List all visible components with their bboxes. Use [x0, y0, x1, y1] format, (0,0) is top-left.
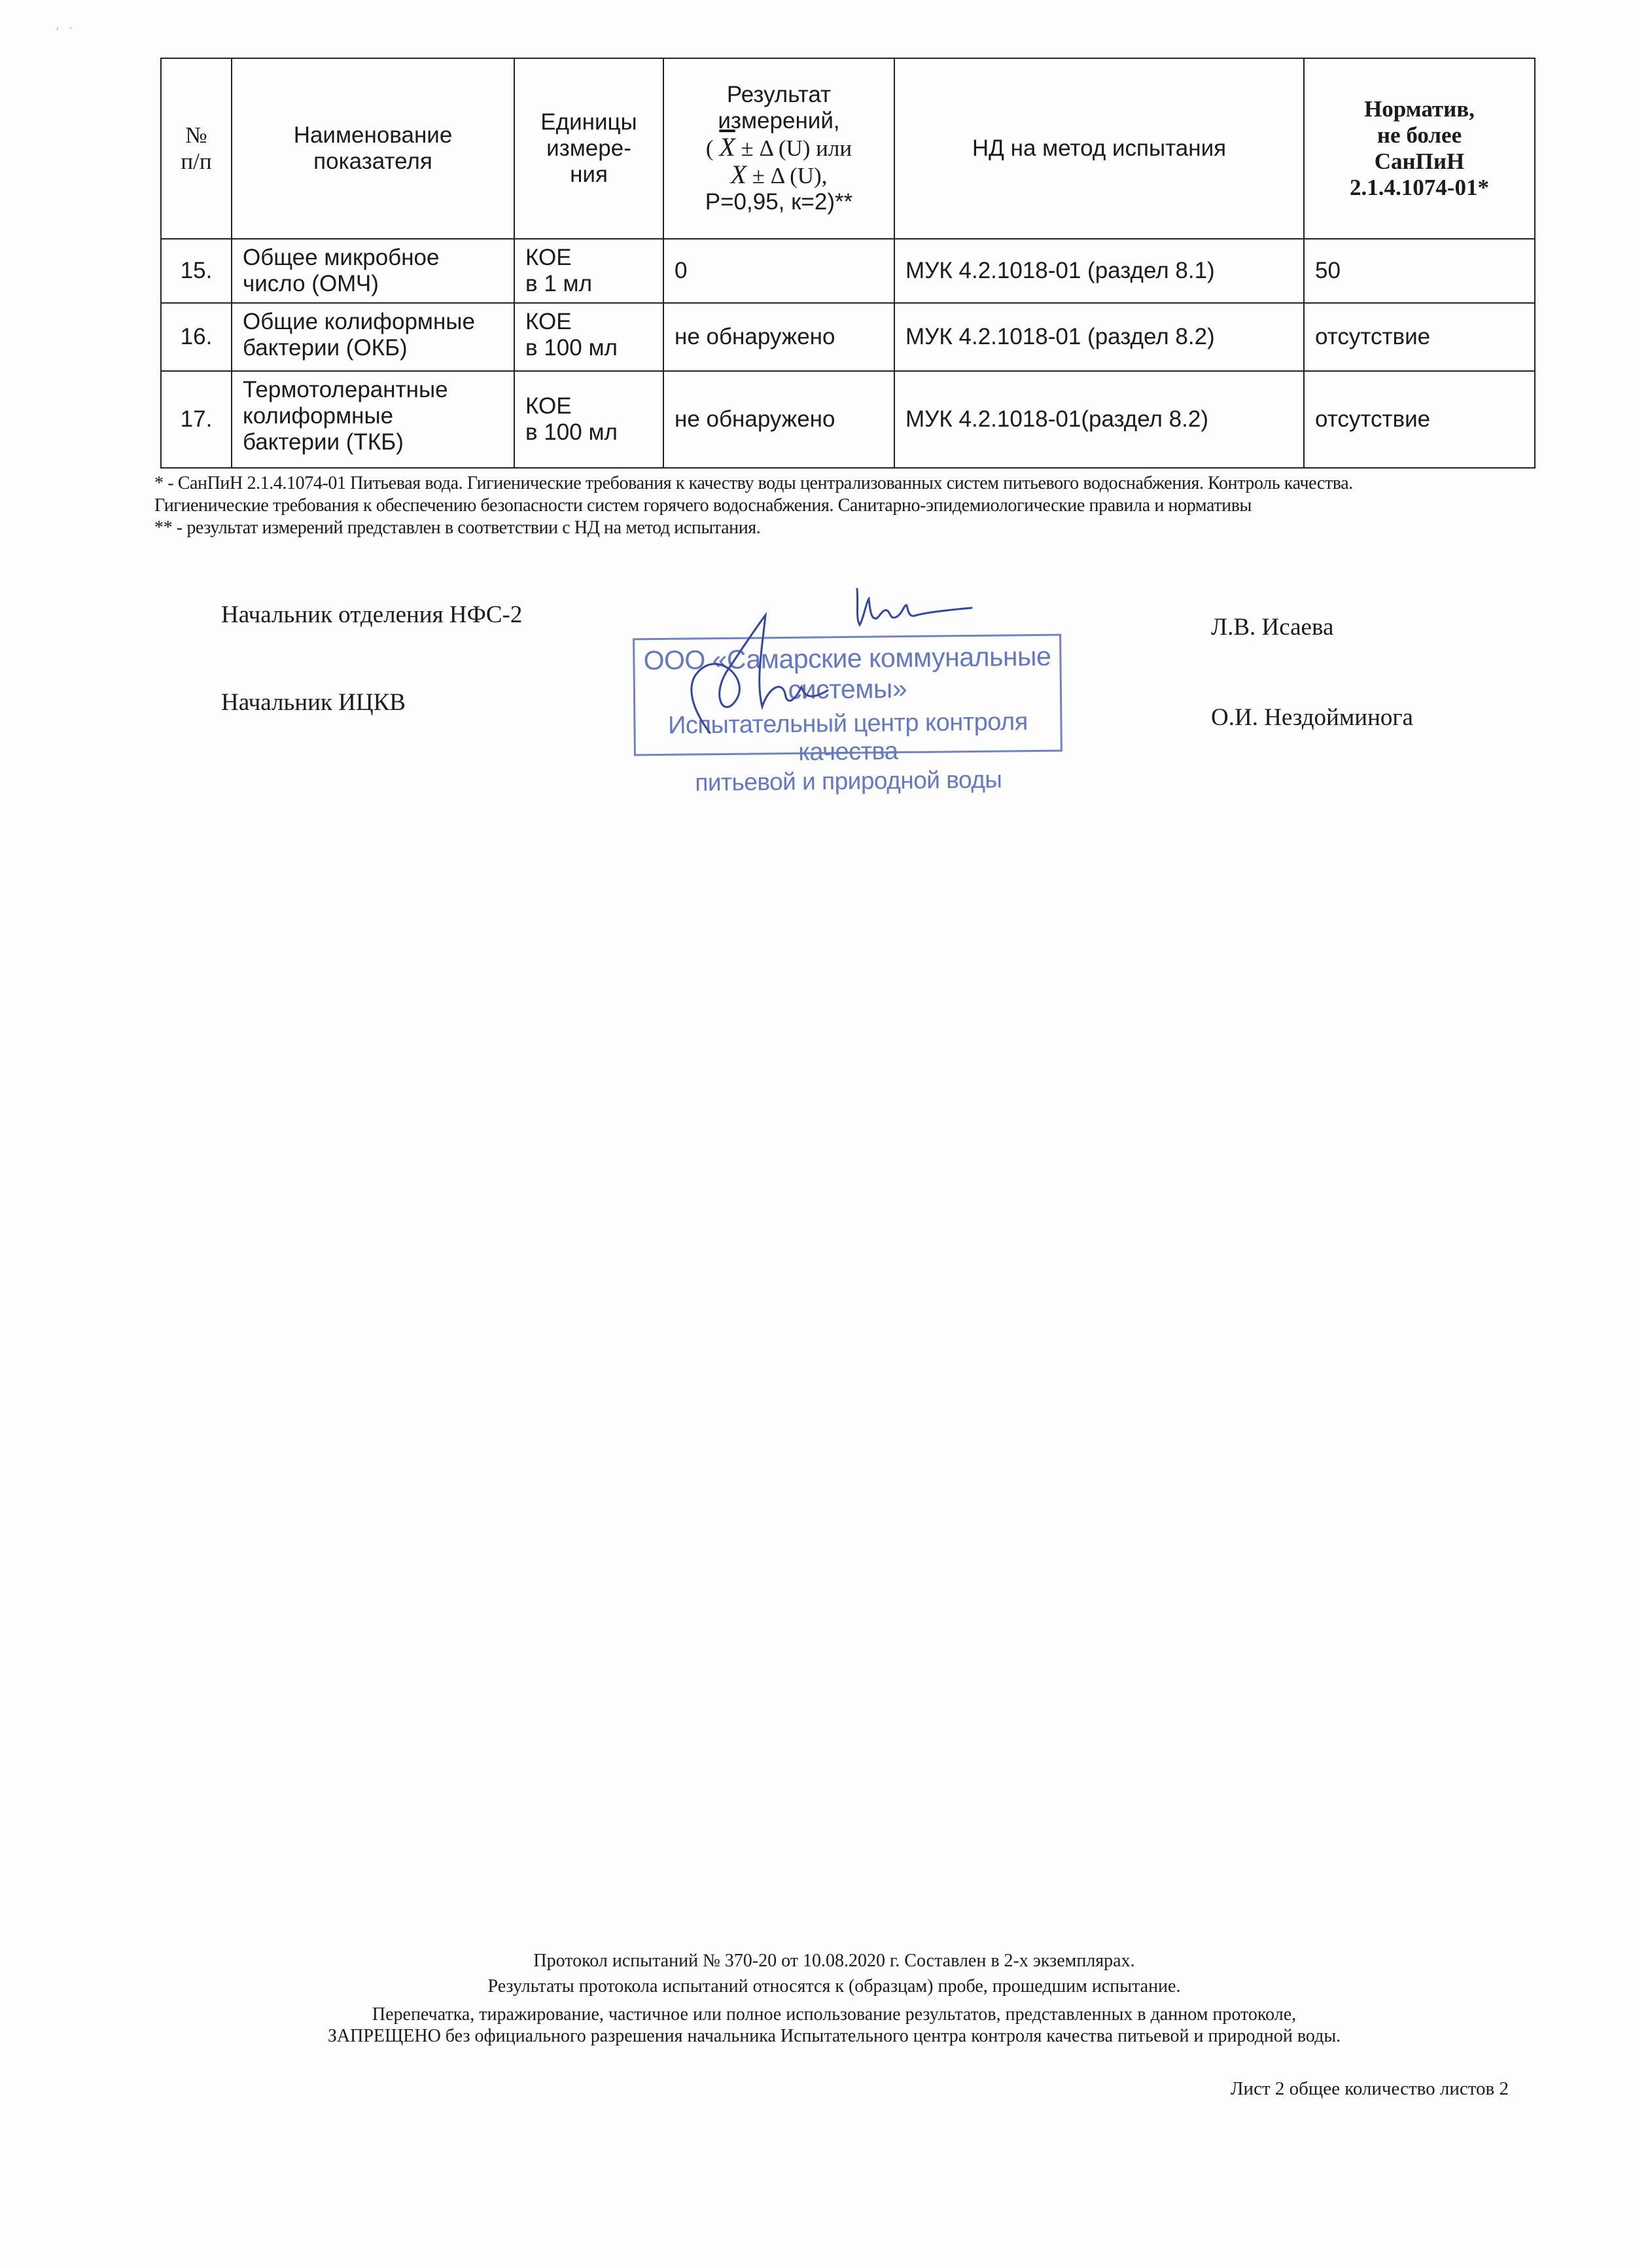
row-name: Общее микробное число (ОМЧ) [232, 239, 514, 303]
table-row [161, 371, 1535, 468]
formula-line-2: X ± Δ (U), [730, 160, 828, 189]
notice-line: Протокол испытаний № 370-20 от 10.08.2020 г. Составлен в 2-х экземплярах. [533, 1951, 1135, 1971]
formula-line-1: ( $\overline{X} \pm \Delta$ (U) или [705, 132, 852, 162]
notice-line: Результаты протокола испытаний относятся к (образцам) пробе, прошедшим испытание. [487, 1976, 1181, 1996]
footnotes [154, 472, 1554, 539]
header-result: Результат измерений, ( $\overline{X} \pm \Delta$ (U) или X ± Δ (U), Р=0,95, к=2)** [663, 58, 894, 239]
notice-line: Перепечатка, тиражирование, частичное или полное использование результатов, представленных в данном протоколе, [372, 2004, 1297, 2025]
row-units: КОЕ в 100 мл [514, 371, 663, 468]
table-row [161, 303, 1535, 371]
header-norm: Норматив, не более СанПиН 2.1.4.1074-01* [1304, 58, 1535, 239]
sheet-counter: Лист 2 общее количество листов 2 [1230, 2078, 1509, 2099]
header-num: № п/п [161, 58, 232, 239]
signature-nezdoyminoga [671, 609, 841, 739]
row-name: Термотолерантные колиформные бактерии (ТКБ) [232, 371, 514, 468]
table-row [161, 239, 1535, 303]
row-units: КОЕ в 1 мл [514, 239, 663, 303]
row-num: 17. [161, 371, 232, 468]
row-method: МУК 4.2.1018-01(раздел 8.2) [894, 371, 1304, 468]
row-name: Общие колиформные бактерии (ОКБ) [232, 303, 514, 371]
table-header-row [161, 58, 1535, 239]
row-num: 15. [161, 239, 232, 303]
row-norm: 50 [1304, 239, 1535, 303]
signature-isaeva [844, 579, 975, 638]
signatory-role-1: Начальник отделения НФС-2 [221, 601, 523, 628]
row-result: не обнаружено [663, 371, 894, 468]
row-units: КОЕ в 100 мл [514, 303, 663, 371]
signatory-role-2: Начальник ИЦКВ [221, 689, 406, 716]
notice-line: ЗАПРЕЩЕНО без официального разрешения начальника Испытательного центра контроля качества питьевой и природной воды. [327, 2026, 1341, 2046]
protocol-notice [196, 1950, 1472, 2047]
footnote-line: ** - результат измерений представлен в соответствии с НД на метод испытания. [154, 518, 761, 538]
row-method: МУК 4.2.1018-01 (раздел 8.1) [894, 239, 1304, 303]
header-name: Наименование показателя [232, 58, 514, 239]
row-result: не обнаружено [663, 303, 894, 371]
scan-artifact: ' ˙ [56, 25, 73, 39]
header-method: НД на метод испытания [894, 58, 1304, 239]
organization-stamp: ООО «Самарские коммунальные системы» Испытательный центр контроля качества питьевой и природной воды [633, 634, 1062, 756]
header-units: Единицы измере- ния [514, 58, 663, 239]
row-num: 16. [161, 303, 232, 371]
results-table [160, 58, 1536, 469]
row-method: МУК 4.2.1018-01 (раздел 8.2) [894, 303, 1304, 371]
signatory-name-2: О.И. Нездойминога [1211, 704, 1413, 731]
row-result: 0 [663, 239, 894, 303]
row-norm: отсутствие [1304, 303, 1535, 371]
footnote-line: Гигиенические требования к обеспечению безопасности систем горячего водоснабжения. Санитарно-эпидемиологические правила и нормативы [154, 495, 1252, 516]
footnote-line: * - СанПиН 2.1.4.1074-01 Питьевая вода. Гигиенические требования к качеству воды централизованных систем питьевого водоснабжения. Контроль качества. [154, 473, 1353, 493]
row-norm: отсутствие [1304, 371, 1535, 468]
signatory-name-1: Л.В. Исаева [1211, 614, 1334, 641]
